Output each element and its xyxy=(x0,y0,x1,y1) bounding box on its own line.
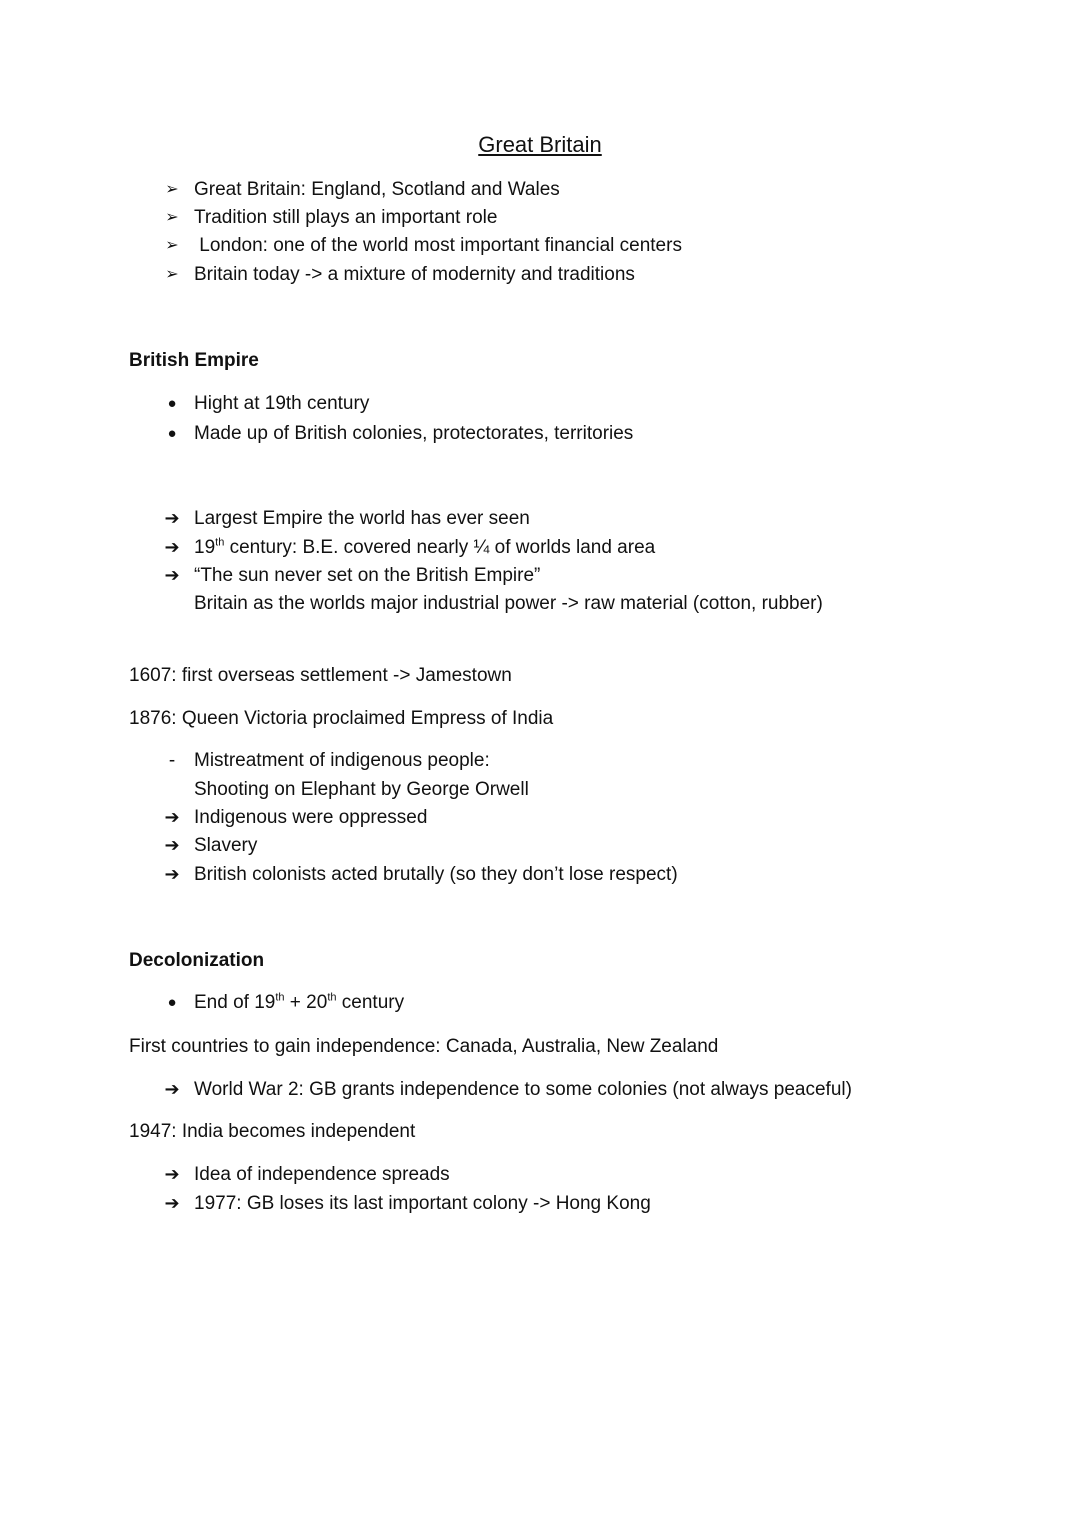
dash-bullet-icon: - xyxy=(168,750,176,771)
bullet-icon: ● xyxy=(167,395,177,412)
bullet-icon: ● xyxy=(167,994,177,1011)
ordinal-suffix: th xyxy=(215,536,225,549)
intro-point: London: one of the world most important financial centers xyxy=(194,235,682,256)
arrow-point: 1977: GB loses its last important colony -> Hong Kong xyxy=(194,1193,651,1214)
timeline-entry: 1876: Queen Victoria proclaimed Empress of India xyxy=(129,708,554,729)
arrowhead-bullet-icon: ➢ xyxy=(165,209,179,226)
bullet-point xyxy=(194,992,404,1014)
century-text: century: B.E. covered nearly ¼ of worlds land area xyxy=(224,537,656,558)
ordinal-suffix: th xyxy=(275,991,285,1004)
dash-point: Mistreatment of indigenous people: xyxy=(194,750,490,771)
century-number: 19 xyxy=(194,537,216,558)
arrow-point: World War 2: GB grants independence to some colonies (not always peaceful) xyxy=(194,1079,852,1100)
arrow-bullet-icon: ➔ xyxy=(164,508,180,528)
intro-point: Tradition still plays an important role xyxy=(194,207,498,228)
continuation-line: Britain as the worlds major industrial power -> raw material (cotton, rubber) xyxy=(194,593,823,614)
timeline-entry: 1947: India becomes independent xyxy=(129,1121,416,1142)
arrow-point: “The sun never set on the British Empire” xyxy=(194,565,541,586)
arrow-point: Idea of independence spreads xyxy=(194,1164,450,1185)
arrow-bullet-icon: ➔ xyxy=(164,864,180,884)
arrowhead-bullet-icon: ➢ xyxy=(165,266,179,283)
paragraph-line: First countries to gain independence: Canada, Australia, New Zealand xyxy=(129,1036,719,1057)
arrow-bullet-icon: ➔ xyxy=(164,1193,180,1213)
arrow-bullet-icon: ➔ xyxy=(164,537,180,557)
section-heading-british-empire: British Empire xyxy=(129,350,259,371)
arrow-bullet-icon: ➔ xyxy=(164,1164,180,1184)
bullet-text: + 20 xyxy=(284,992,328,1013)
bullet-point: Made up of British colonies, protectorates, territories xyxy=(194,423,634,444)
timeline-entry: 1607: first overseas settlement -> Jamestown xyxy=(129,665,512,686)
arrow-bullet-icon: ➔ xyxy=(164,1079,180,1099)
arrow-point: Indigenous were oppressed xyxy=(194,807,428,828)
intro-point: Great Britain: England, Scotland and Wales xyxy=(194,179,560,200)
arrowhead-bullet-icon: ➢ xyxy=(165,181,179,198)
arrow-bullet-icon: ➔ xyxy=(164,835,180,855)
arrowhead-bullet-icon: ➢ xyxy=(165,237,179,254)
bullet-point: Hight at 19th century xyxy=(194,393,370,414)
arrow-point: British colonists acted brutally (so they don’t lose respect) xyxy=(194,864,678,885)
continuation-line: Shooting on Elephant by George Orwell xyxy=(194,779,529,800)
ordinal-suffix: th xyxy=(327,991,337,1004)
arrow-point: Slavery xyxy=(194,835,258,856)
arrow-point xyxy=(194,537,655,559)
page-title: Great Britain xyxy=(478,132,602,157)
bullet-text: century xyxy=(336,992,405,1013)
bullet-text: End of 19 xyxy=(194,992,276,1013)
arrow-bullet-icon: ➔ xyxy=(164,807,180,827)
bullet-icon: ● xyxy=(167,425,177,442)
intro-point: Britain today -> a mixture of modernity and traditions xyxy=(194,264,635,285)
arrow-bullet-icon: ➔ xyxy=(164,565,180,585)
arrow-point: Largest Empire the world has ever seen xyxy=(194,508,530,529)
section-heading-decolonization: Decolonization xyxy=(129,950,265,971)
